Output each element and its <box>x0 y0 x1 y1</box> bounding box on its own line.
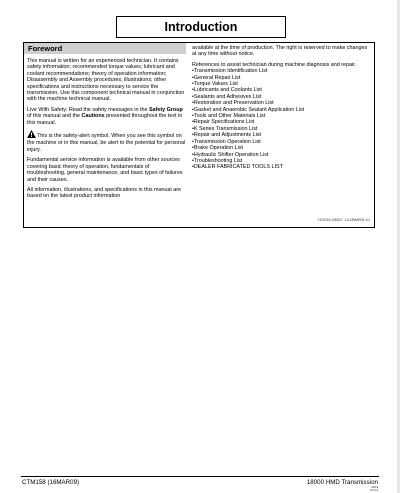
list-item: • Repair and Adjustments List <box>192 132 372 138</box>
list-item: • Tools and Other Materials List <box>192 113 372 119</box>
safety-alert-triangle-icon <box>27 130 36 140</box>
page-title: Introduction <box>116 16 286 38</box>
page-number <box>370 486 378 492</box>
document-title: 18000 HMD Transmission <box>306 479 378 486</box>
list-item: • General Repair List <box>192 75 372 81</box>
list-item: • DEALER FABRICATED TOOLS LIST <box>192 164 372 170</box>
list-item: • Restoration and Preservation List <box>192 100 372 106</box>
information-paragraph: All information, illustrations, and specifications in this manual are based on the latest product information <box>27 186 182 200</box>
alert-text: This is the safety-alert symbol. When you see this symbol on the machine or in this manual, be alert to the potential for personal injury. <box>27 133 186 153</box>
list-item: • Torque Values List <box>192 81 372 87</box>
reference-code: YZ01004,000007 -19-19MAR09-1/1 <box>317 218 370 222</box>
list-item: • Hydraulic Shifter Operation List <box>192 152 372 158</box>
alert-paragraph <box>27 130 187 153</box>
list-item: • Transmission Identification List <box>192 68 372 74</box>
footer-divider <box>21 476 379 477</box>
list-item: • Brake Operation List <box>192 145 372 151</box>
list-item: • Transmission Operation List <box>192 139 372 145</box>
safety-lead-text: Live With Safety: Read the safety messages in the <box>27 106 149 113</box>
intro-paragraph: This manual is written for an experienced technician. It contains safety information; recommended torque values; lubricant and coolant recommendations; theory of operation information; Disassembly and Assembly procedures; illustrations; other specifications and instructions necessary to service the transmission. Use this component technical manual in conjunction with the machine technical manual. <box>27 58 185 103</box>
right-column <box>192 45 372 171</box>
page-ref: PN=3 <box>370 488 378 493</box>
page-code: 0004 <box>371 485 378 489</box>
list-item: • Gasket and Anaerobic Sealant Application List <box>192 107 372 113</box>
fundamental-paragraph: Fundamental service information is available from other sources covering basic theory of operation, fundamentals of troubleshooting, general maintenance, and basic types of failures and their causes. <box>27 157 183 183</box>
cautions-text: Cautions <box>81 113 105 120</box>
left-column <box>27 58 187 204</box>
list-item: • K Series Transmission List <box>192 126 372 132</box>
section-heading: Foreword <box>24 43 186 54</box>
document-id: CTM158 (16MAR09) <box>22 479 80 486</box>
safety-group-text: Safety Group <box>148 106 183 113</box>
references-list <box>192 68 372 171</box>
safety-paragraph <box>27 107 187 126</box>
references-paragraph: References to assist technician during machine diagnosis and repair. <box>192 61 357 68</box>
safety-tail-text: presented throughout the text in this manual. <box>27 113 183 126</box>
list-item: • Troubleshooting List <box>192 158 372 164</box>
availability-paragraph: available at the time of production. The right is reserved to make changes at any time without notice. <box>192 45 368 58</box>
list-item: • Repair Specifications List <box>192 119 372 125</box>
safety-mid-text: of this manual and the <box>27 113 82 120</box>
list-item: • Sealants and Adhesives List <box>192 94 372 100</box>
list-item: • Lubricants and Coolants List <box>192 87 372 93</box>
